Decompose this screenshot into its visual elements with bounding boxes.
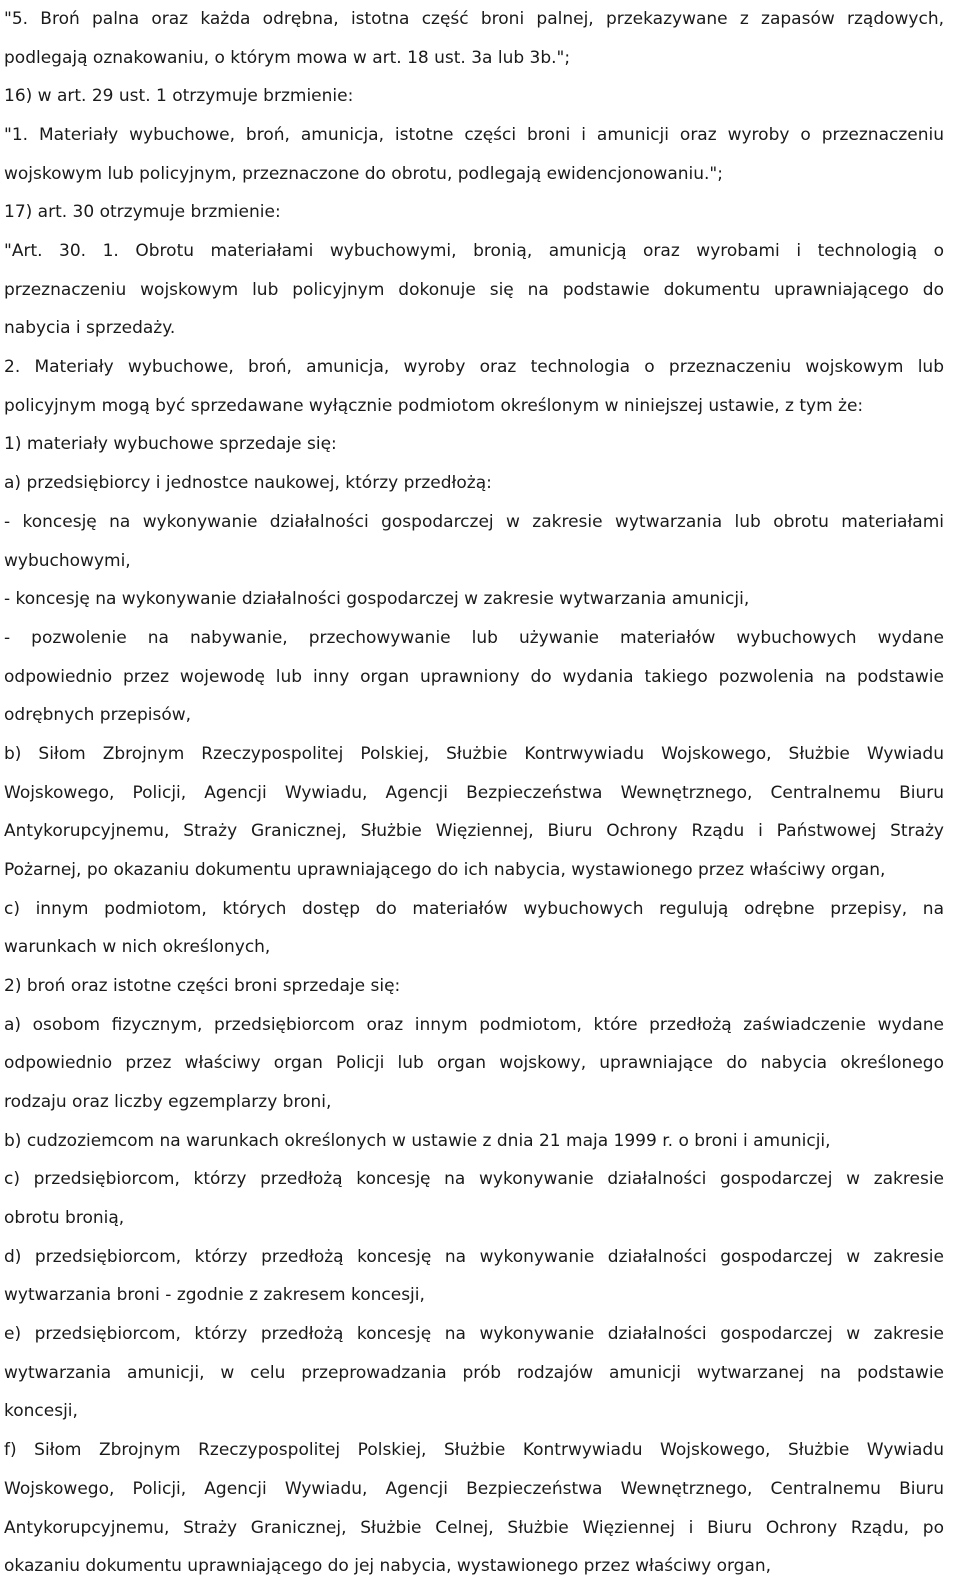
text-line: podlegają oznakowaniu, o którym mowa w art. 18 ust. 3a lub 3b."; bbox=[4, 47, 571, 68]
text-line: Antykorupcyjnemu, Straży Granicznej, Służbie Więziennej, Biuru Ochrony Rządu i Państwowej Straży bbox=[4, 821, 944, 842]
text-line: 2) broń oraz istotne części broni sprzedaje się: bbox=[4, 976, 401, 996]
text-line: Antykorupcyjnemu, Straży Granicznej, Służbie Celnej, Służbie Więziennej i Biuru Ochrony Rządu, po bbox=[4, 1517, 944, 1538]
text-line: przeznaczeniu wojskowym lub policyjnym dokonuje się na podstawie dokumentu uprawniającego do bbox=[4, 279, 944, 300]
text-line: wybuchowymi, bbox=[4, 550, 131, 571]
text-line: nabycia i sprzedaży. bbox=[4, 318, 176, 339]
text-line: Pożarnej, po okazaniu dokumentu uprawniającego do ich nabycia, wystawionego przez właściwy organ, bbox=[4, 859, 886, 880]
text-line: odpowiednio przez wojewodę lub inny organ uprawniony do wydania takiego pozwolenia na podstawie bbox=[4, 666, 944, 687]
text-line: odrębnych przepisów, bbox=[4, 705, 192, 726]
text-line: obrotu bronią, bbox=[4, 1208, 125, 1229]
text-line: wytwarzania amunicji, w celu przeprowadzania prób rodzajów amunicji wytwarzanej na podstawie bbox=[4, 1362, 944, 1383]
text-line: - pozwolenie na nabywanie, przechowywanie lub używanie materiałów wybuchowych wydane bbox=[4, 627, 944, 648]
text-line: d) przedsiębiorcom, którzy przedłożą koncesję na wykonywanie działalności gospodarczej w zakresie bbox=[4, 1246, 944, 1267]
text-line: "1. Materiały wybuchowe, broń, amunicja, istotne części broni i amunicji oraz wyroby o przeznaczeniu bbox=[4, 125, 944, 146]
text-line: Wojskowego, Policji, Agencji Wywiadu, Agencji Bezpieczeństwa Wewnętrznego, Centralnemu Biuru bbox=[4, 782, 944, 803]
text-line: wojskowym lub policyjnym, przeznaczone do obrotu, podlegają ewidencjonowaniu."; bbox=[4, 163, 723, 184]
text-line: odpowiednio przez właściwy organ Policji lub organ wojskowy, uprawniające do nabycia określonego bbox=[4, 1053, 944, 1074]
text-line: "Art. 30. 1. Obrotu materiałami wybuchowymi, bronią, amunicją oraz wyrobami i technologią o bbox=[4, 241, 944, 262]
text-line: 16) w art. 29 ust. 1 otrzymuje brzmienie: bbox=[4, 86, 354, 107]
text-line: f) Siłom Zbrojnym Rzeczypospolitej Polskiej, Służbie Kontrwywiadu Wojskowego, Służbie Wywiadu bbox=[4, 1440, 944, 1461]
text-line: c) przedsiębiorcom, którzy przedłożą koncesję na wykonywanie działalności gospodarczej w zakresie bbox=[4, 1169, 944, 1190]
text-line: - koncesję na wykonywanie działalności gospodarczej w zakresie wytwarzania lub obrotu materiałami bbox=[4, 511, 944, 532]
text-line: Wojskowego, Policji, Agencji Wywiadu, Agencji Bezpieczeństwa Wewnętrznego, Centralnemu Biuru bbox=[4, 1478, 944, 1499]
text-line: e) przedsiębiorcom, którzy przedłożą koncesję na wykonywanie działalności gospodarczej w zakresie bbox=[4, 1324, 944, 1345]
text-line: warunkach w nich określonych, bbox=[4, 937, 271, 958]
text-line: 17) art. 30 otrzymuje brzmienie: bbox=[4, 202, 281, 223]
text-line: 1) materiały wybuchowe sprzedaje się: bbox=[4, 434, 337, 455]
text-line: b) cudzoziemcom na warunkach określonych w ustawie z dnia 21 maja 1999 r. o broni i amunicji, bbox=[4, 1130, 831, 1151]
text-line: okazaniu dokumentu uprawniającego do jej nabycia, wystawionego przez właściwy organ, bbox=[4, 1556, 772, 1577]
text-line: koncesji, bbox=[4, 1401, 78, 1422]
text-line: a) osobom fizycznym, przedsiębiorcom oraz innym podmiotom, które przedłożą zaświadczenie wydane bbox=[4, 1014, 944, 1035]
text-line: 2. Materiały wybuchowe, broń, amunicja, wyroby oraz technologia o przeznaczeniu wojskowym lub bbox=[4, 357, 944, 378]
text-line: rodzaju oraz liczby egzemplarzy broni, bbox=[4, 1092, 332, 1113]
text-line: "5. Broń palna oraz każda odrębna, istotna część broni palnej, przekazywane z zapasów rządowych, bbox=[4, 9, 944, 29]
text-line: b) Siłom Zbrojnym Rzeczypospolitej Polskiej, Służbie Kontrwywiadu Wojskowego, Służbie Wywiadu bbox=[4, 743, 944, 764]
text-line: wytwarzania broni - zgodnie z zakresem koncesji, bbox=[4, 1285, 425, 1306]
text-line: a) przedsiębiorcy i jednostce naukowej, którzy przedłożą: bbox=[4, 473, 492, 494]
text-line: - koncesję na wykonywanie działalności gospodarczej w zakresie wytwarzania amunicji, bbox=[4, 589, 750, 610]
text-line: c) innym podmiotom, których dostęp do materiałów wybuchowych regulują odrębne przepisy, na bbox=[4, 898, 944, 919]
text-line: policyjnym mogą być sprzedawane wyłącznie podmiotom określonym w niniejszej ustawie, z tym że: bbox=[4, 395, 864, 416]
